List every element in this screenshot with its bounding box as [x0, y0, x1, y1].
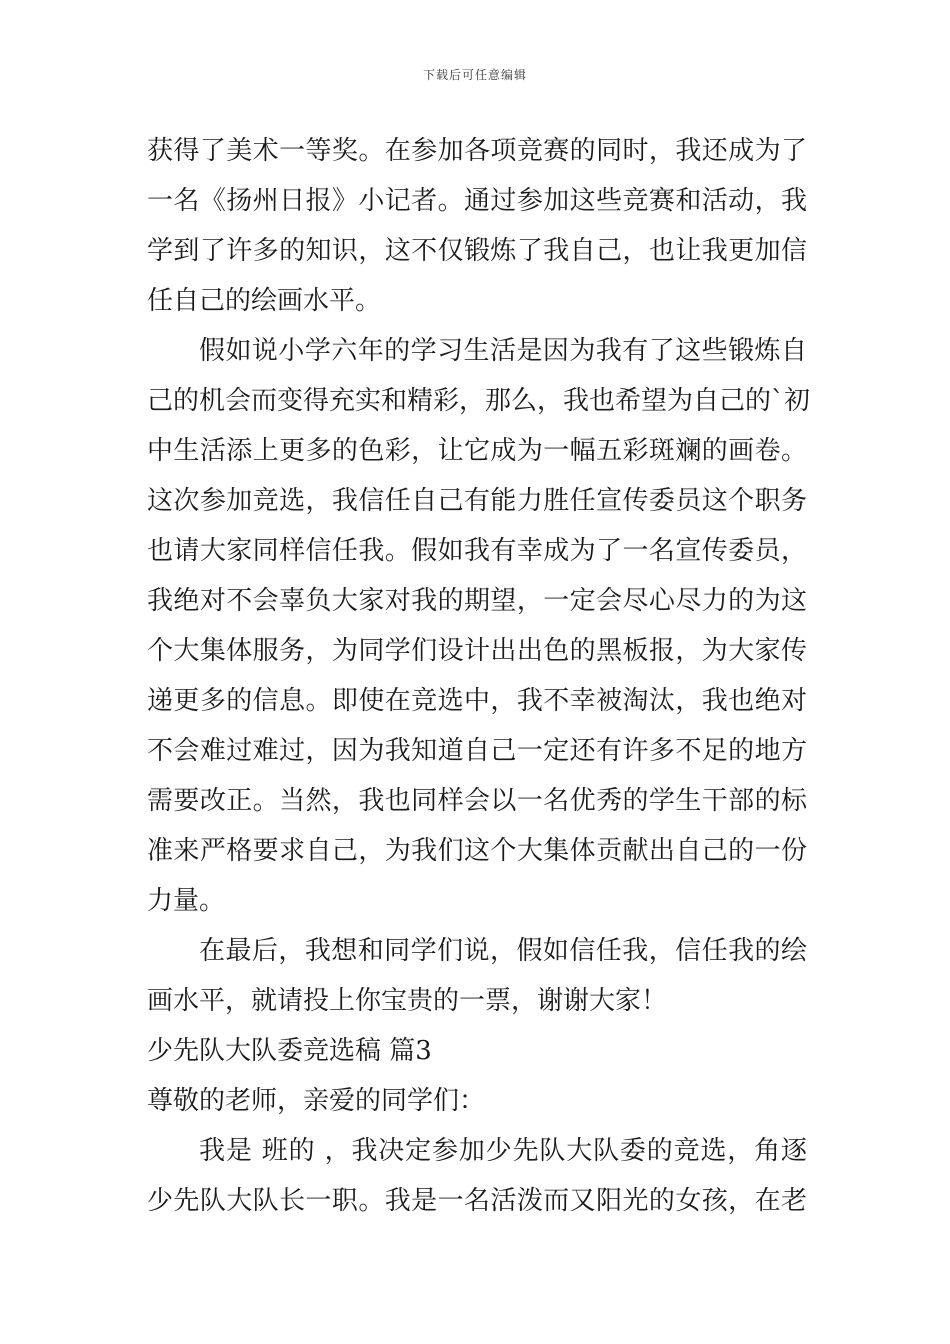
document-body [147, 126, 811, 1226]
text-line: 己的机会而变得充实和精彩，那么，我也希望为自己的`初 [147, 386, 811, 416]
text-line: 中生活添上更多的色彩，让它成为一幅五彩斑斓的画卷。 [147, 436, 807, 466]
text-line: 画水平，就请投上你宝贵的一票，谢谢大家！ [147, 986, 668, 1016]
text-line: 获得了美术一等奖。在参加各项竞赛的同时，我还成为了 [147, 136, 807, 166]
text-line: 这次参加竞选，我信任自己有能力胜任宣传委员这个职务 [147, 486, 807, 516]
text-line: 一名《扬州日报》小记者。通过参加这些竞赛和活动，我 [147, 186, 807, 216]
text-line: 在最后，我想和同学们说，假如信任我，信任我的绘 [199, 936, 807, 966]
text-line: 也请大家同样信任我。假如我有幸成为了一名宣传委员， [147, 536, 807, 566]
salutation: 尊敬的老师，亲爱的同学们： [147, 1086, 486, 1116]
text-line: 学到了许多的知识，这不仅锻炼了我自己，也让我更加信 [147, 236, 807, 266]
section-title: 少先队大队委竞选稿 篇3 [147, 1036, 432, 1066]
text-line: 个大集体服务，为同学们设计出出色的黑板报，为大家传 [147, 636, 807, 666]
text-line: 假如说小学六年的学习生活是因为我有了这些锻炼自 [199, 336, 807, 366]
text-line: 少先队大队长一职。我是一名活泼而又阳光的女孩，在老 [147, 1186, 807, 1216]
text-line: 递更多的信息。即使在竞选中，我不幸被淘汰，我也绝对 [147, 686, 807, 716]
text-line: 不会难过难过，因为我知道自己一定还有许多不足的地方 [147, 736, 807, 766]
text-line: 需要改正。当然，我也同样会以一名优秀的学生干部的标 [147, 786, 807, 816]
text-line: 力量。 [147, 886, 226, 916]
text-line: 任自己的绘画水平。 [147, 286, 382, 316]
text-line: 我是 班的 ，我决定参加少先队大队委的竞选，角逐 [199, 1136, 807, 1166]
page-header: 下载后可任意编辑 [422, 68, 527, 82]
text-line: 我绝对不会辜负大家对我的期望，一定会尽心尽力的为这 [147, 586, 807, 616]
text-line: 准来严格要求自己，为我们这个大集体贡献出自己的一份 [147, 836, 807, 866]
